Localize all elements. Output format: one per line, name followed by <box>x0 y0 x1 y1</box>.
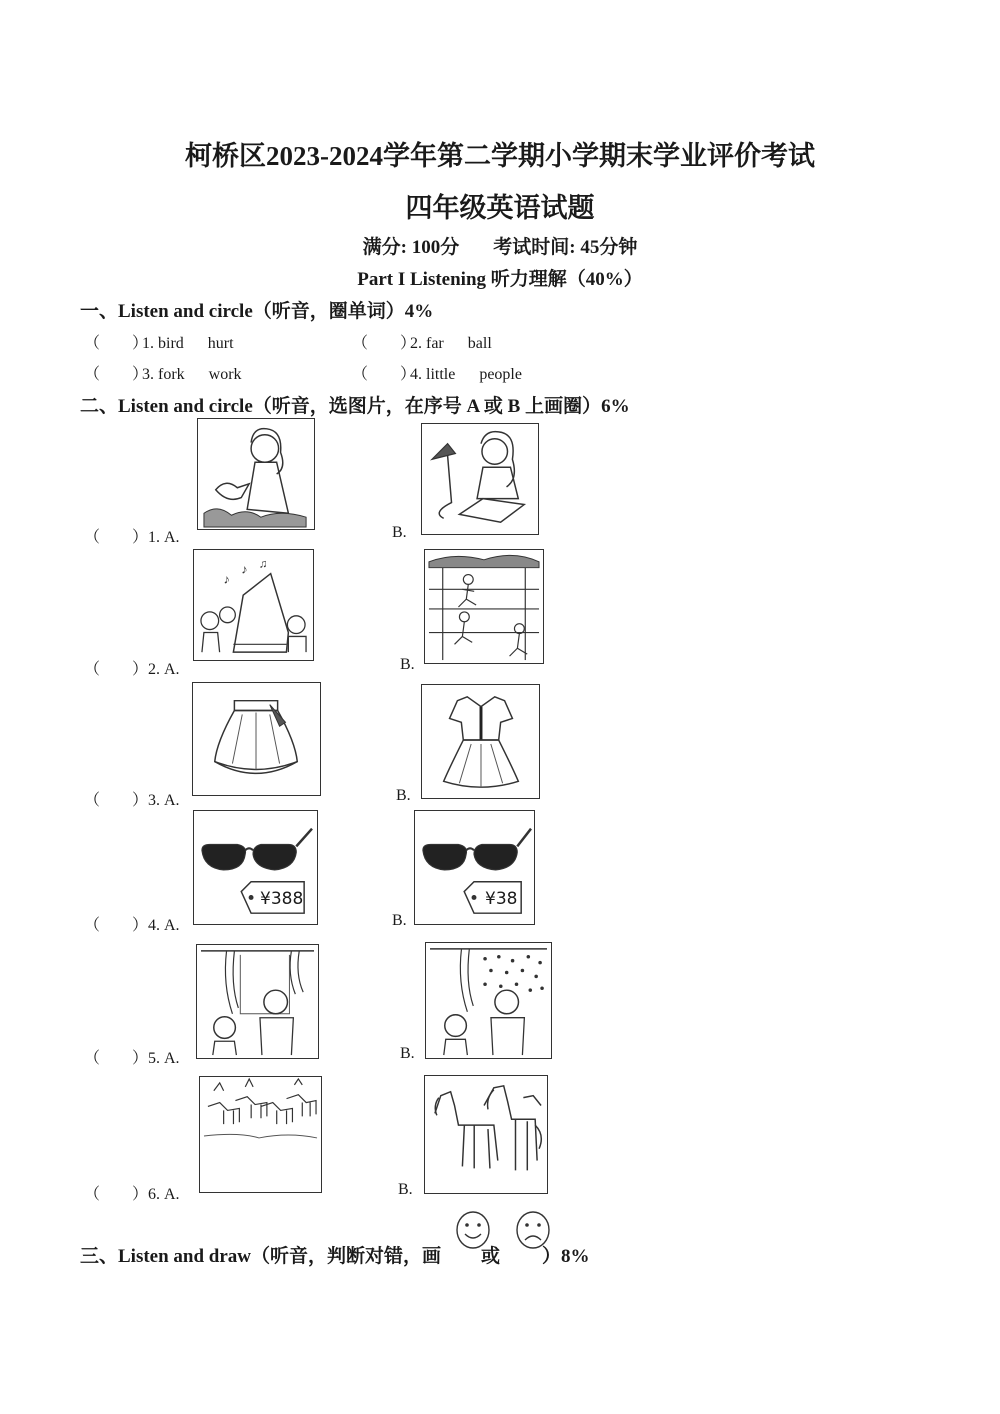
picture-6b <box>424 1075 548 1194</box>
section3-heading-a: 三、Listen and draw（听音，判断对错，画 <box>80 1246 442 1267</box>
s2-label-3: （ ）3. A. <box>84 792 180 809</box>
picture-3b <box>421 684 540 799</box>
s2-label-1b: B. <box>392 524 407 541</box>
section1-heading: 一、Listen and circle（听音，圈单词）4% <box>80 301 434 322</box>
full-marks: 满分: 100分 <box>362 237 460 258</box>
s1-question-2: （ ）2. far ball <box>352 335 492 352</box>
girl-watering-plants-icon <box>198 419 314 529</box>
svg-text:♪: ♪ <box>223 572 230 587</box>
section3-heading <box>80 1241 590 1268</box>
exam-title: 柯桥区2023-2024学年第二学期小学期末学业评价考试 <box>185 141 815 171</box>
section3-heading-b: ）8% <box>542 1246 590 1267</box>
few-horses-icon <box>425 1076 547 1193</box>
s2-label-5: （ ）5. A. <box>84 1050 180 1067</box>
price-tag-a: ¥388 <box>260 889 304 909</box>
picture-5a <box>196 944 319 1059</box>
children-by-plain-curtains-icon <box>197 945 318 1058</box>
s2-label-4: （ ）4. A. <box>84 917 180 934</box>
svg-text:♫: ♫ <box>258 557 268 571</box>
s2-label-2: （ ）2. A. <box>84 661 180 678</box>
picture-4b <box>414 810 535 925</box>
s1-question-1: （ ）1. bird hurt <box>84 335 234 352</box>
part-heading: Part I Listening 听力理解（40%） <box>357 269 643 290</box>
children-by-dotted-curtains-icon <box>426 943 551 1058</box>
children-running-race-icon <box>425 550 543 663</box>
girl-doing-homework-icon <box>422 424 538 534</box>
section2-heading: 二、Listen and circle（听音，选图片，在序号 A 或 B 上画圈）6% <box>80 396 630 417</box>
s2-label-5b: B. <box>400 1045 415 1062</box>
picture-3a <box>192 682 321 796</box>
exam-info <box>0 232 1000 259</box>
picture-1b <box>421 423 539 535</box>
picture-2b <box>424 549 544 664</box>
s2-label-2b: B. <box>400 656 415 673</box>
picture-5b <box>425 942 552 1059</box>
s1-question-3: （ ）3. fork work <box>84 366 242 383</box>
svg-text:♪: ♪ <box>241 562 248 577</box>
s2-label-4b: B. <box>392 912 407 929</box>
section3-heading-or: 或 <box>481 1246 501 1267</box>
children-playing-piano-icon <box>194 550 313 660</box>
picture-2a <box>193 549 314 661</box>
sad-face-icon <box>515 1210 551 1250</box>
dress-icon <box>422 685 539 798</box>
skirt-icon <box>193 683 320 795</box>
many-horses-icon <box>200 1077 321 1192</box>
exam-subtitle: 四年级英语试题 <box>405 193 595 223</box>
picture-6a <box>199 1076 322 1193</box>
smiley-face-icon <box>455 1210 491 1250</box>
price-tag-b: ¥38 <box>485 889 518 909</box>
s2-label-6b: B. <box>398 1181 413 1198</box>
s2-label-3b: B. <box>396 787 411 804</box>
s1-question-4: （ ）4. little people <box>352 366 522 383</box>
s2-label-6: （ ）6. A. <box>84 1186 180 1203</box>
picture-1a <box>197 418 315 530</box>
exam-time: 考试时间: 45分钟 <box>493 237 638 258</box>
picture-4a <box>193 810 318 925</box>
s2-label-1: （ ）1. A. <box>84 529 180 546</box>
